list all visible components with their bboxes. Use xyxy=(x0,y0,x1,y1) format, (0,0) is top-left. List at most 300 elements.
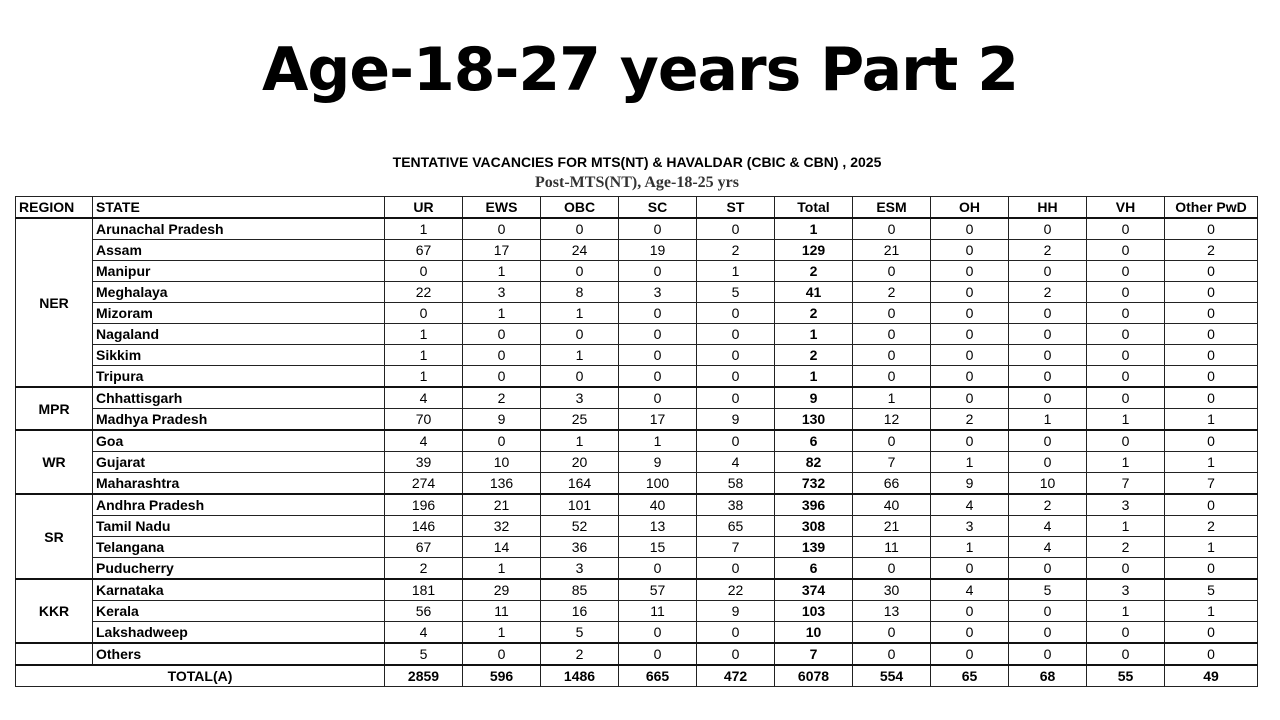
value-cell: 2 xyxy=(1009,240,1087,261)
value-cell: 0 xyxy=(619,558,697,580)
value-cell: 0 xyxy=(1087,622,1165,644)
table-row xyxy=(16,261,1258,282)
value-cell: 0 xyxy=(697,303,775,324)
total-cell: 1 xyxy=(775,324,853,345)
value-cell: 19 xyxy=(619,240,697,261)
column-header: ESM xyxy=(853,197,931,219)
value-cell: 7 xyxy=(853,452,931,473)
value-cell: 0 xyxy=(1087,643,1165,665)
total-cell: 6 xyxy=(775,430,853,452)
value-cell: 2 xyxy=(1009,494,1087,516)
total-cell: 6 xyxy=(775,558,853,580)
value-cell: 0 xyxy=(1009,218,1087,240)
total-cell: 7 xyxy=(775,643,853,665)
total-row xyxy=(16,665,1258,687)
value-cell: 65 xyxy=(697,516,775,537)
region-cell: SR xyxy=(16,494,93,579)
total-value-cell: 6078 xyxy=(775,665,853,687)
total-cell: 2 xyxy=(775,261,853,282)
value-cell: 0 xyxy=(1087,387,1165,409)
value-cell: 0 xyxy=(1087,218,1165,240)
value-cell: 52 xyxy=(541,516,619,537)
total-cell: 10 xyxy=(775,622,853,644)
value-cell: 21 xyxy=(463,494,541,516)
total-cell: 1 xyxy=(775,366,853,388)
value-cell: 3 xyxy=(1087,494,1165,516)
value-cell: 2 xyxy=(1087,537,1165,558)
value-cell: 0 xyxy=(697,387,775,409)
table-row xyxy=(16,345,1258,366)
value-cell: 3 xyxy=(931,516,1009,537)
value-cell: 25 xyxy=(541,409,619,431)
value-cell: 0 xyxy=(1165,643,1258,665)
value-cell: 0 xyxy=(619,643,697,665)
value-cell: 0 xyxy=(697,622,775,644)
table-row xyxy=(16,579,1258,601)
value-cell: 0 xyxy=(463,218,541,240)
table-row xyxy=(16,324,1258,345)
column-header: UR xyxy=(385,197,463,219)
value-cell: 38 xyxy=(697,494,775,516)
value-cell: 1 xyxy=(1165,601,1258,622)
state-cell: Assam xyxy=(93,240,385,261)
value-cell: 0 xyxy=(1009,601,1087,622)
table-row xyxy=(16,622,1258,644)
region-cell: WR xyxy=(16,430,93,494)
value-cell: 67 xyxy=(385,537,463,558)
value-cell: 2 xyxy=(1165,240,1258,261)
value-cell: 0 xyxy=(697,558,775,580)
value-cell: 0 xyxy=(1087,324,1165,345)
value-cell: 1 xyxy=(931,537,1009,558)
value-cell: 17 xyxy=(463,240,541,261)
value-cell: 0 xyxy=(1165,324,1258,345)
value-cell: 0 xyxy=(619,366,697,388)
total-cell: 139 xyxy=(775,537,853,558)
total-value-cell: 55 xyxy=(1087,665,1165,687)
value-cell: 22 xyxy=(697,579,775,601)
state-cell: Meghalaya xyxy=(93,282,385,303)
value-cell: 5 xyxy=(385,643,463,665)
value-cell: 4 xyxy=(385,430,463,452)
value-cell: 0 xyxy=(1009,324,1087,345)
total-value-cell: 65 xyxy=(931,665,1009,687)
value-cell: 1 xyxy=(541,345,619,366)
value-cell: 0 xyxy=(853,643,931,665)
value-cell: 0 xyxy=(463,366,541,388)
value-cell: 1 xyxy=(853,387,931,409)
value-cell: 4 xyxy=(697,452,775,473)
value-cell: 9 xyxy=(931,473,1009,495)
value-cell: 1 xyxy=(463,261,541,282)
value-cell: 1 xyxy=(1165,537,1258,558)
state-cell: Kerala xyxy=(93,601,385,622)
value-cell: 0 xyxy=(931,601,1009,622)
state-cell: Arunachal Pradesh xyxy=(93,218,385,240)
value-cell: 0 xyxy=(1165,430,1258,452)
value-cell: 0 xyxy=(853,345,931,366)
value-cell: 0 xyxy=(541,324,619,345)
value-cell: 4 xyxy=(385,622,463,644)
value-cell: 1 xyxy=(463,622,541,644)
value-cell: 4 xyxy=(1009,516,1087,537)
value-cell: 2 xyxy=(931,409,1009,431)
value-cell: 32 xyxy=(463,516,541,537)
state-cell: Madhya Pradesh xyxy=(93,409,385,431)
value-cell: 13 xyxy=(853,601,931,622)
value-cell: 0 xyxy=(697,430,775,452)
value-cell: 0 xyxy=(853,558,931,580)
value-cell: 0 xyxy=(697,643,775,665)
value-cell: 11 xyxy=(619,601,697,622)
value-cell: 0 xyxy=(1009,558,1087,580)
table-header-row xyxy=(16,197,1258,219)
state-cell: Lakshadweep xyxy=(93,622,385,644)
value-cell: 0 xyxy=(1087,282,1165,303)
value-cell: 3 xyxy=(1087,579,1165,601)
value-cell: 56 xyxy=(385,601,463,622)
column-header: ST xyxy=(697,197,775,219)
value-cell: 0 xyxy=(1165,261,1258,282)
value-cell: 20 xyxy=(541,452,619,473)
region-cell: NER xyxy=(16,218,93,387)
table-row xyxy=(16,452,1258,473)
value-cell: 70 xyxy=(385,409,463,431)
state-cell: Sikkim xyxy=(93,345,385,366)
total-cell: 374 xyxy=(775,579,853,601)
value-cell: 10 xyxy=(463,452,541,473)
value-cell: 17 xyxy=(619,409,697,431)
table-row xyxy=(16,601,1258,622)
value-cell: 13 xyxy=(619,516,697,537)
value-cell: 5 xyxy=(541,622,619,644)
value-cell: 14 xyxy=(463,537,541,558)
column-header: HH xyxy=(1009,197,1087,219)
value-cell: 1 xyxy=(541,430,619,452)
value-cell: 0 xyxy=(931,261,1009,282)
value-cell: 0 xyxy=(697,345,775,366)
value-cell: 39 xyxy=(385,452,463,473)
table-row xyxy=(16,643,1258,665)
total-cell: 129 xyxy=(775,240,853,261)
value-cell: 0 xyxy=(931,345,1009,366)
value-cell: 0 xyxy=(853,324,931,345)
value-cell: 181 xyxy=(385,579,463,601)
value-cell: 0 xyxy=(853,622,931,644)
value-cell: 21 xyxy=(853,516,931,537)
value-cell: 0 xyxy=(1165,387,1258,409)
value-cell: 0 xyxy=(931,240,1009,261)
state-cell: Tripura xyxy=(93,366,385,388)
table-row xyxy=(16,303,1258,324)
value-cell: 0 xyxy=(853,430,931,452)
value-cell: 0 xyxy=(697,366,775,388)
value-cell: 4 xyxy=(931,494,1009,516)
state-cell: Maharashtra xyxy=(93,473,385,495)
table-row xyxy=(16,282,1258,303)
region-cell: MPR xyxy=(16,387,93,430)
value-cell: 0 xyxy=(931,366,1009,388)
value-cell: 36 xyxy=(541,537,619,558)
value-cell: 0 xyxy=(1009,622,1087,644)
value-cell: 1 xyxy=(1087,409,1165,431)
total-value-cell: 596 xyxy=(463,665,541,687)
total-cell: 82 xyxy=(775,452,853,473)
value-cell: 0 xyxy=(541,366,619,388)
value-cell: 0 xyxy=(1009,387,1087,409)
value-cell: 136 xyxy=(463,473,541,495)
value-cell: 0 xyxy=(1009,430,1087,452)
column-header: SC xyxy=(619,197,697,219)
value-cell: 9 xyxy=(463,409,541,431)
state-cell: Karnataka xyxy=(93,579,385,601)
document-title: TENTATIVE VACANCIES FOR MTS(NT) & HAVALDAR (CBIC & CBN) , 2025 xyxy=(392,154,882,170)
value-cell: 22 xyxy=(385,282,463,303)
value-cell: 0 xyxy=(1165,345,1258,366)
value-cell: 0 xyxy=(619,345,697,366)
total-cell: 9 xyxy=(775,387,853,409)
value-cell: 1 xyxy=(1009,409,1087,431)
column-header: Total xyxy=(775,197,853,219)
total-cell: 41 xyxy=(775,282,853,303)
value-cell: 0 xyxy=(931,282,1009,303)
value-cell: 0 xyxy=(697,218,775,240)
column-header: REGION xyxy=(16,197,93,219)
value-cell: 4 xyxy=(931,579,1009,601)
total-value-cell: 2859 xyxy=(385,665,463,687)
value-cell: 0 xyxy=(619,303,697,324)
value-cell: 0 xyxy=(1165,282,1258,303)
total-value-cell: 1486 xyxy=(541,665,619,687)
value-cell: 1 xyxy=(385,324,463,345)
value-cell: 1 xyxy=(385,345,463,366)
value-cell: 2 xyxy=(1165,516,1258,537)
table-row xyxy=(16,240,1258,261)
column-header: EWS xyxy=(463,197,541,219)
region-cell: KKR xyxy=(16,579,93,643)
value-cell: 3 xyxy=(541,387,619,409)
value-cell: 1 xyxy=(463,303,541,324)
value-cell: 0 xyxy=(1009,261,1087,282)
value-cell: 146 xyxy=(385,516,463,537)
value-cell: 0 xyxy=(1009,452,1087,473)
table-row xyxy=(16,387,1258,409)
value-cell: 1 xyxy=(1087,516,1165,537)
total-cell: 396 xyxy=(775,494,853,516)
value-cell: 8 xyxy=(541,282,619,303)
state-cell: Goa xyxy=(93,430,385,452)
value-cell: 0 xyxy=(1165,558,1258,580)
value-cell: 9 xyxy=(697,601,775,622)
table-row xyxy=(16,409,1258,431)
table-row xyxy=(16,494,1258,516)
value-cell: 5 xyxy=(1165,579,1258,601)
state-cell: Others xyxy=(93,643,385,665)
value-cell: 0 xyxy=(619,622,697,644)
value-cell: 0 xyxy=(619,218,697,240)
value-cell: 0 xyxy=(931,643,1009,665)
value-cell: 0 xyxy=(1087,366,1165,388)
value-cell: 1 xyxy=(541,303,619,324)
value-cell: 58 xyxy=(697,473,775,495)
value-cell: 40 xyxy=(853,494,931,516)
value-cell: 1 xyxy=(697,261,775,282)
state-cell: Telangana xyxy=(93,537,385,558)
total-cell: 308 xyxy=(775,516,853,537)
table-row xyxy=(16,430,1258,452)
value-cell: 21 xyxy=(853,240,931,261)
value-cell: 1 xyxy=(385,218,463,240)
vacancy-table xyxy=(15,196,1258,687)
value-cell: 0 xyxy=(463,430,541,452)
value-cell: 4 xyxy=(1009,537,1087,558)
value-cell: 2 xyxy=(853,282,931,303)
value-cell: 2 xyxy=(385,558,463,580)
value-cell: 0 xyxy=(1165,494,1258,516)
value-cell: 16 xyxy=(541,601,619,622)
total-cell: 2 xyxy=(775,303,853,324)
column-header: VH xyxy=(1087,197,1165,219)
value-cell: 0 xyxy=(931,324,1009,345)
value-cell: 40 xyxy=(619,494,697,516)
value-cell: 0 xyxy=(1087,240,1165,261)
value-cell: 15 xyxy=(619,537,697,558)
value-cell: 100 xyxy=(619,473,697,495)
value-cell: 11 xyxy=(463,601,541,622)
page-title: Age-18-27 years Part 2 xyxy=(261,35,1018,105)
value-cell: 0 xyxy=(931,387,1009,409)
value-cell: 0 xyxy=(1165,366,1258,388)
value-cell: 0 xyxy=(619,261,697,282)
value-cell: 1 xyxy=(1087,452,1165,473)
value-cell: 2 xyxy=(541,643,619,665)
value-cell: 0 xyxy=(853,218,931,240)
total-label: TOTAL(A) xyxy=(16,665,385,687)
column-header: OH xyxy=(931,197,1009,219)
state-cell: Manipur xyxy=(93,261,385,282)
value-cell: 66 xyxy=(853,473,931,495)
state-cell: Nagaland xyxy=(93,324,385,345)
value-cell: 11 xyxy=(853,537,931,558)
total-cell: 130 xyxy=(775,409,853,431)
value-cell: 1 xyxy=(931,452,1009,473)
value-cell: 1 xyxy=(1165,409,1258,431)
value-cell: 2 xyxy=(697,240,775,261)
state-cell: Puducherry xyxy=(93,558,385,580)
total-value-cell: 665 xyxy=(619,665,697,687)
value-cell: 24 xyxy=(541,240,619,261)
total-value-cell: 68 xyxy=(1009,665,1087,687)
value-cell: 101 xyxy=(541,494,619,516)
value-cell: 0 xyxy=(385,303,463,324)
total-value-cell: 472 xyxy=(697,665,775,687)
value-cell: 2 xyxy=(463,387,541,409)
value-cell: 0 xyxy=(931,558,1009,580)
value-cell: 2 xyxy=(1009,282,1087,303)
value-cell: 0 xyxy=(853,303,931,324)
table-row xyxy=(16,537,1258,558)
value-cell: 0 xyxy=(1087,558,1165,580)
state-cell: Tamil Nadu xyxy=(93,516,385,537)
value-cell: 9 xyxy=(619,452,697,473)
state-cell: Mizoram xyxy=(93,303,385,324)
value-cell: 4 xyxy=(385,387,463,409)
state-cell: Gujarat xyxy=(93,452,385,473)
column-header: Other PwD xyxy=(1165,197,1258,219)
value-cell: 164 xyxy=(541,473,619,495)
column-header: STATE xyxy=(93,197,385,219)
state-cell: Andhra Pradesh xyxy=(93,494,385,516)
value-cell: 3 xyxy=(541,558,619,580)
value-cell: 0 xyxy=(1009,345,1087,366)
table-row xyxy=(16,558,1258,580)
value-cell: 5 xyxy=(1009,579,1087,601)
value-cell: 0 xyxy=(931,303,1009,324)
value-cell: 0 xyxy=(1165,303,1258,324)
value-cell: 1 xyxy=(1165,452,1258,473)
value-cell: 0 xyxy=(463,324,541,345)
table-row xyxy=(16,366,1258,388)
value-cell: 57 xyxy=(619,579,697,601)
value-cell: 0 xyxy=(853,366,931,388)
value-cell: 0 xyxy=(463,345,541,366)
total-cell: 732 xyxy=(775,473,853,495)
value-cell: 0 xyxy=(1087,261,1165,282)
value-cell: 30 xyxy=(853,579,931,601)
total-cell: 2 xyxy=(775,345,853,366)
column-header: OBC xyxy=(541,197,619,219)
value-cell: 1 xyxy=(385,366,463,388)
value-cell: 0 xyxy=(1087,303,1165,324)
value-cell: 1 xyxy=(1087,601,1165,622)
value-cell: 0 xyxy=(931,218,1009,240)
value-cell: 0 xyxy=(931,430,1009,452)
value-cell: 0 xyxy=(1009,643,1087,665)
value-cell: 0 xyxy=(697,324,775,345)
value-cell: 1 xyxy=(463,558,541,580)
value-cell: 0 xyxy=(1087,345,1165,366)
value-cell: 0 xyxy=(619,387,697,409)
value-cell: 0 xyxy=(1009,366,1087,388)
value-cell: 3 xyxy=(619,282,697,303)
value-cell: 3 xyxy=(463,282,541,303)
value-cell: 0 xyxy=(1165,218,1258,240)
value-cell: 0 xyxy=(619,324,697,345)
region-cell xyxy=(16,643,93,665)
value-cell: 7 xyxy=(1087,473,1165,495)
value-cell: 0 xyxy=(541,261,619,282)
value-cell: 0 xyxy=(1165,622,1258,644)
value-cell: 85 xyxy=(541,579,619,601)
document-subtitle: Post-MTS(NT), Age-18-25 yrs xyxy=(535,174,739,191)
value-cell: 1 xyxy=(619,430,697,452)
table-row xyxy=(16,218,1258,240)
total-cell: 1 xyxy=(775,218,853,240)
value-cell: 196 xyxy=(385,494,463,516)
value-cell: 0 xyxy=(463,643,541,665)
value-cell: 9 xyxy=(697,409,775,431)
value-cell: 29 xyxy=(463,579,541,601)
value-cell: 5 xyxy=(697,282,775,303)
value-cell: 0 xyxy=(385,261,463,282)
value-cell: 0 xyxy=(931,622,1009,644)
table-row xyxy=(16,516,1258,537)
value-cell: 10 xyxy=(1009,473,1087,495)
value-cell: 274 xyxy=(385,473,463,495)
state-cell: Chhattisgarh xyxy=(93,387,385,409)
value-cell: 0 xyxy=(853,261,931,282)
value-cell: 0 xyxy=(541,218,619,240)
